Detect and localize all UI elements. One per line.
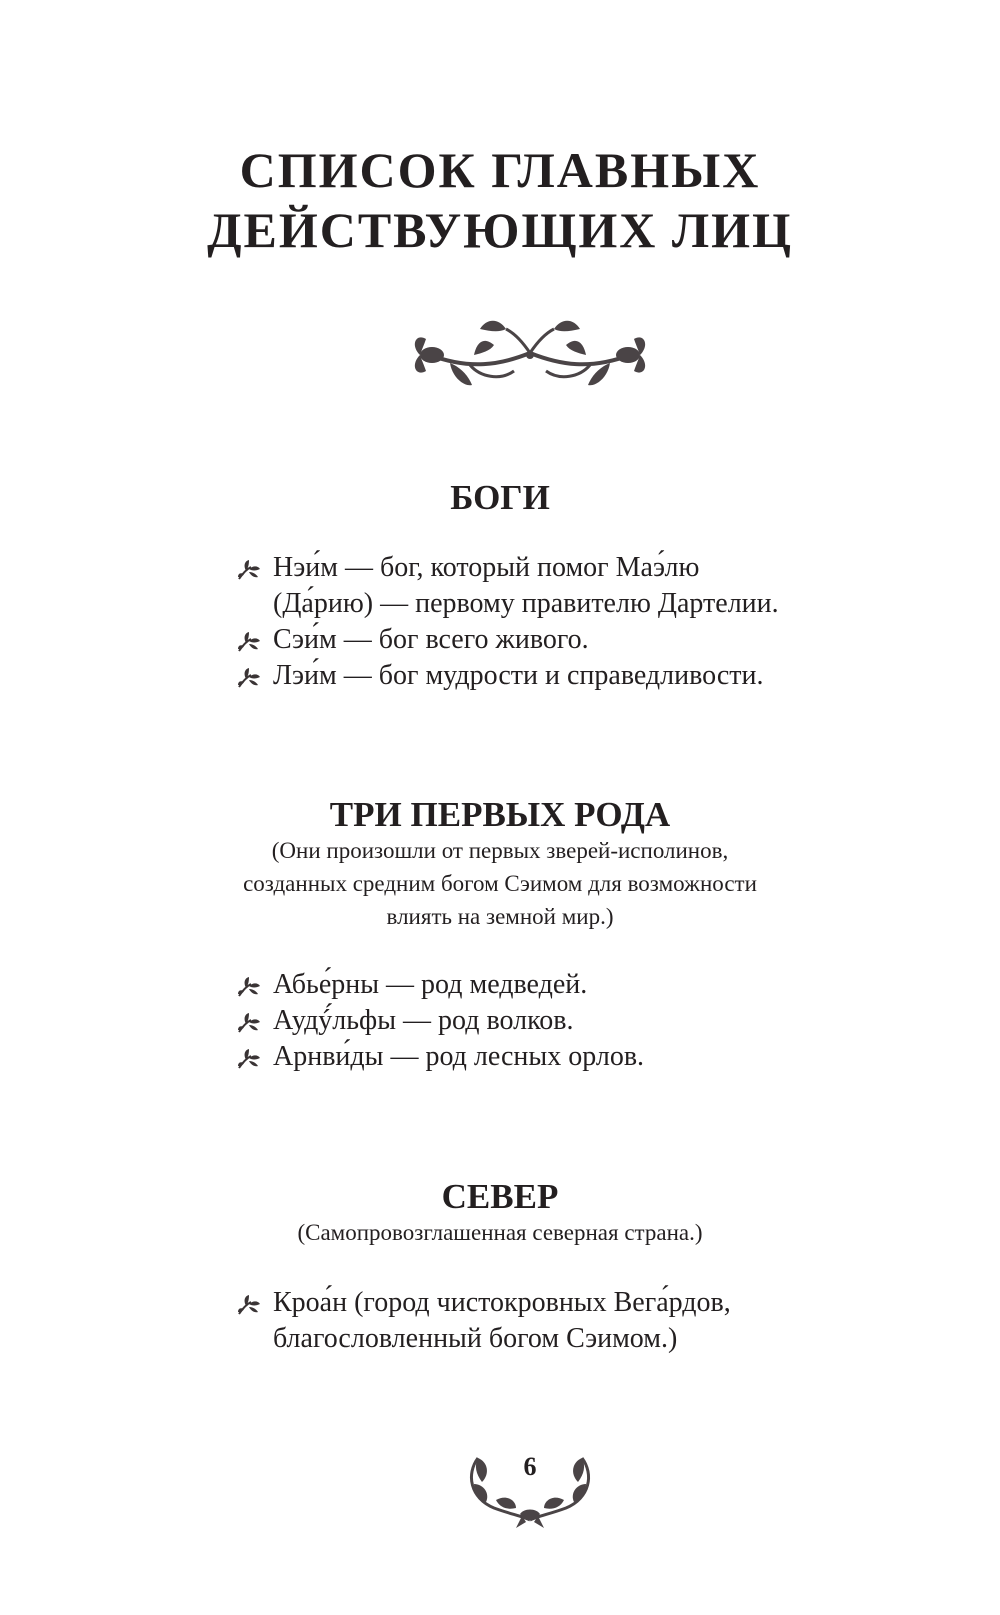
list-item-text: Аудý́льфы — род волков. <box>273 1005 574 1036</box>
leaf-bullet-icon <box>237 631 261 653</box>
list-item-text: Лэи́м — бог мудрости и справедливости. <box>273 660 764 691</box>
note-line: (Самопровозглашенная северная страна.) <box>297 1220 703 1245</box>
gods-list <box>237 550 877 694</box>
section-heading-north: СЕВЕР <box>441 1177 559 1216</box>
list-item-text: Абье́рны — род медведей. <box>273 969 588 1000</box>
page-number-block <box>460 1450 600 1530</box>
page-number: 6 <box>523 1452 537 1481</box>
list-item <box>237 658 877 694</box>
section-note-north <box>0 1216 1000 1249</box>
list-item-text-continued: (Да́рию) — первому правителю Дартелии. <box>273 588 779 619</box>
page-title-line-1: СПИСОК ГЛАВНЫХ <box>239 142 761 198</box>
north-list <box>237 1285 877 1357</box>
leaf-bullet-icon <box>237 976 261 998</box>
floral-ornament-icon <box>410 315 650 395</box>
section-heading-three-clans: ТРИ ПЕРВЫХ РОДА <box>329 795 671 834</box>
page-title-line-2: ДЕЙСТВУЮЩИХ ЛИЦ <box>207 202 793 258</box>
list-item <box>237 622 877 658</box>
list-item-text: Нэи́м — бог, который помог Маэ́лю <box>273 552 700 583</box>
section-heading-gods: БОГИ <box>450 478 550 517</box>
list-item <box>237 967 877 1003</box>
list-item-text: Сэи́м — бог всего живого. <box>273 624 589 655</box>
leaf-bullet-icon <box>237 667 261 689</box>
list-item <box>237 1003 877 1039</box>
note-line: созданных средним богом Сэимом для возможности <box>243 871 757 896</box>
leaf-bullet-icon <box>237 1048 261 1070</box>
list-item <box>237 1039 877 1075</box>
page-title <box>0 140 1000 260</box>
note-line: (Они произошли от первых зверей-исполинов, <box>271 838 729 863</box>
clans-list <box>237 967 877 1075</box>
list-item <box>237 1285 877 1357</box>
leaf-bullet-icon <box>237 1294 261 1316</box>
note-line: влиять на земной мир.) <box>386 904 614 929</box>
leaf-bullet-icon <box>237 1012 261 1034</box>
section-note-three-clans <box>0 834 1000 933</box>
leaf-bullet-icon <box>237 559 261 581</box>
list-item-text: Арнви́ды — род лесных орлов. <box>273 1041 645 1072</box>
list-item <box>237 550 877 622</box>
list-item-text: Кроа́н (город чистокровных Вега́рдов, <box>273 1287 731 1318</box>
list-item-text-continued: благословленный богом Сэимом.) <box>273 1323 678 1354</box>
